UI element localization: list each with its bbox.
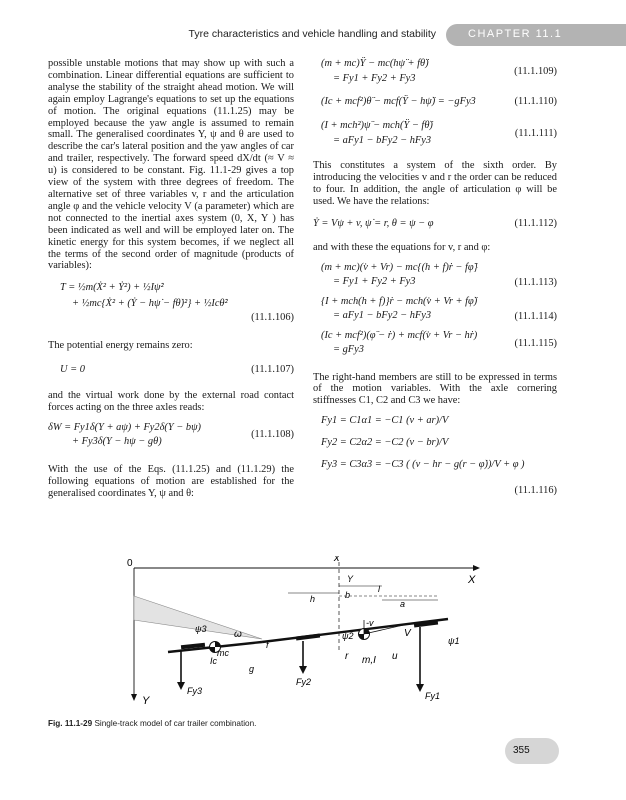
equation-11-1-112: Ẏ = Vψ + v, ψ̇ = r, θ = ψ − φ (11.1.112) [313,217,557,229]
equation-11-1-110: (Ic + mcf²)θ̈ − mcf(Ÿ − hψ̈) = −gFy3 (11.1.110) [321,96,557,107]
label-omega: ω [234,629,242,640]
force-Fy2-head [299,666,307,674]
left-column [48,58,294,508]
y-axis-arrow [131,694,137,701]
label-Fy2: Fy2 [296,677,312,687]
caption-text: Single-track model of car trailer combination. [94,719,257,728]
chapter-label: CHAPTER 11.1 [468,28,563,40]
equation-number: (11.1.114) [514,310,557,322]
equation-number: (11.1.116) [514,485,557,497]
caption-label: Fig. 11.1-29 [48,719,93,728]
equation-number: (11.1.106) [251,312,294,324]
equation-11-1-106: T = ½m(Ẋ² + Ẏ²) + ½Iψ̇² + ½mc{Ẋ² + (Ẏ − hψ̇ − fθ̇)²} + ½Icθ̇² (11.1.106) [60,282,294,324]
equation-11-1-113: (m + mc)(v̇ + Vr) − mc{(h + f)ṙ − fφ̈} = Fy1 + Fy2 + Fy3 (11.1.113) [321,261,557,288]
paragraph: This constitutes a system of the sixth order. By introducing the velocities v and r the order can be reduced to four. In addition, the angle of articulation φ will be used. We have the relations: [313,160,557,207]
label-origin: 0 [127,558,133,569]
label-r: r [345,651,349,662]
paragraph: The potential energy remains zero: [48,340,193,352]
label-Ic: Ic [210,656,218,666]
equation-11-1-111: (I + mch²)ψ̈ − mch(Ÿ − fθ̈) = aFy1 − bFy2 − hFy3 (11.1.111) [321,120,557,146]
paragraph: The right-hand members are still to be expressed in terms of the motion variables. With the axle cornering stiffnesses C1, C2 and C3 we have: [313,371,557,407]
paragraph: With the use of the Eqs. (11.1.25) and (11.1.29) the following equations of motion are established for the generalised coordinates Y, ψ and θ: [48,464,294,499]
equation-number: (11.1.108) [251,429,294,441]
label-h: h [310,594,316,604]
chapter-tab [446,24,626,46]
equation-number: (11.1.110) [514,96,557,107]
label-psi3: ψ3 [195,624,207,634]
label-V: V [404,628,411,639]
label-Fy3: Fy3 [187,686,203,696]
equation-11-1-115: (Ic + mcf²)(φ̈ − ṙ) + mcf(v̇ + Vr − hṙ) = gFy3 (11.1.115) [321,329,557,356]
label-v: -v [366,618,374,628]
paragraph: and with these the equations for v, r and φ: [313,241,491,253]
page-number: 355 [513,745,530,756]
label-l: l [378,584,380,594]
force-Fy3-head [177,682,185,690]
equation-11-1-114: {I + mch(h + f)}ṙ − mch(v̇ + Vr + fφ̈) = aFy1 − bFy2 − hFy3 (11.1.114) [321,295,557,322]
force-Fy1-head [416,684,424,692]
right-column [313,58,557,499]
rear-car-axle [296,634,320,641]
equation-11-1-108: δW = Fy1δ(Y + aψ) + Fy2δ(Y − bψ) + Fy3δ(Y − hψ − gθ) (11.1.108) [48,422,294,447]
label-u: u [392,651,398,662]
equation-number: (11.1.109) [514,66,557,77]
paragraph: possible unstable motions that may show up with such a combination. Linear differential equations are sufficient to analyse the stability of the straight ahead motion. We will again employ Lagrange's equations to set up the equations of motion. The original equations (11.1.25) may be employed because the yaw angle is assumed to remain small. The generalised coordinates Y, ψ and θ are used to describe the car's lateral position and the yaw angles of car and trailer, respectively. The forward speed dX/dt (≈ V ≈ u) is considered to be constant. Fig. 11.1-29 gives a top view of the system with three degrees of freedom. The alternative set of three variables v, r and the articulation angle φ and the vehicle velocity V (a parameter) which are not connected to the inertial axes system (0, X, Y ) has been indicated as well and will be employed later on. The kinetic energy for this system becomes, if we neglect all the terms of the second order of magnitude (products of variables): [48,58,294,272]
equation-11-1-116: Fy1 = C1α1 = −C1 (v + ar)/V Fy2 = C2α2 = −C2 (v − br)/V Fy3 = C3α3 = −C3 ( (v − hr − g(r − φ̇))/V + φ ) (11.1.116) [321,415,557,497]
label-Y: Y [142,695,150,706]
label-f: f [266,640,269,650]
paragraph: and the virtual work done by the external road contact forces acting on the three axles reads: [48,390,294,414]
label-psi1: ψ1 [448,636,460,646]
label-mc: mc [217,648,229,658]
equation-number: (11.1.111) [514,128,557,139]
x-axis-arrow [473,565,480,571]
label-X: X [468,574,476,586]
car-trailer-diagram [48,556,562,706]
equation-number: (11.1.112) [514,217,557,229]
label-a: a [400,599,406,609]
figure-caption [48,719,256,728]
label-ylower: Y [347,574,354,584]
page-number-tab [505,738,559,764]
label-psi2: ψ2 [342,631,354,641]
label-Fy1: Fy1 [425,691,441,701]
equation-number: (11.1.115) [514,337,557,349]
equation-number: (11.1.107) [251,364,294,376]
label-g: g [249,664,255,674]
running-title: Tyre characteristics and vehicle handling and stability [188,28,436,40]
label-b: b [345,590,351,600]
equation-11-1-107: U = 0 (11.1.107) [60,364,294,376]
page-header [0,24,626,46]
label-mI: m,I [362,655,376,666]
equation-11-1-109: (m + mc)Ÿ − mc(hψ̈ + fθ̈) = Fy1 + Fy2 + Fy3 (11.1.109) [321,58,557,84]
label-x: x [334,556,340,564]
equation-number: (11.1.113) [514,276,557,288]
